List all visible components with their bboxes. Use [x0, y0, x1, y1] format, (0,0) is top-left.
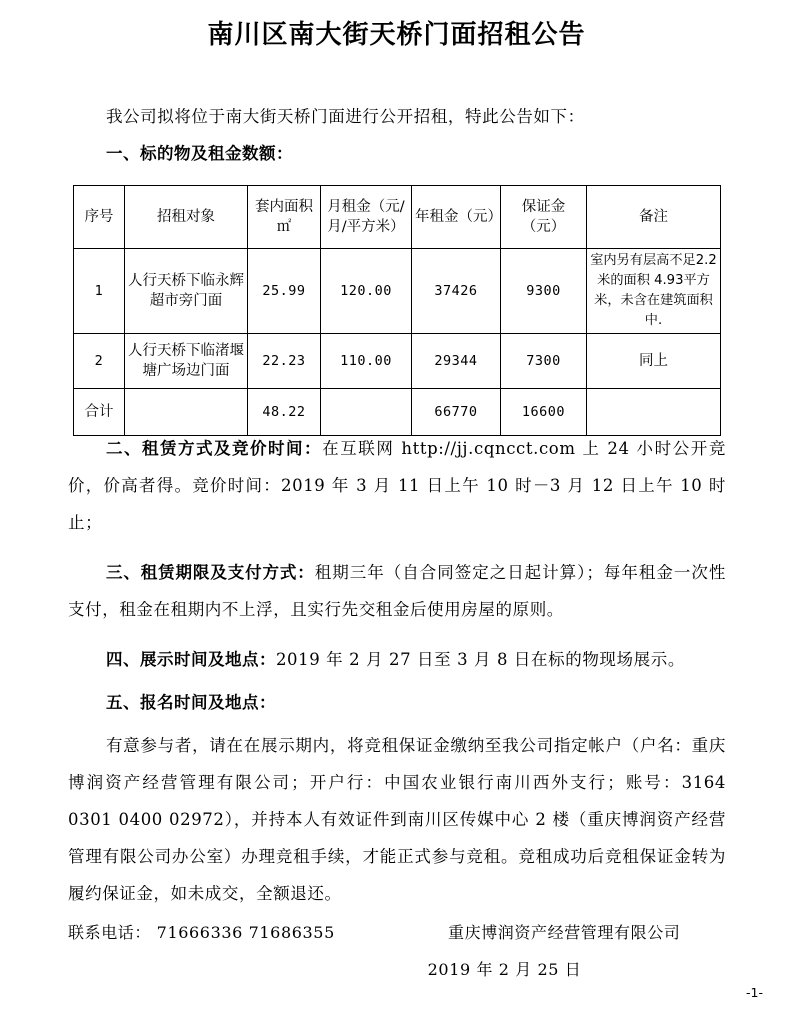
cell-deposit: 9300 [501, 249, 587, 334]
cell-total-deposit: 16600 [501, 389, 587, 436]
col-header-index: 序号 [74, 186, 125, 249]
spacer [68, 628, 726, 641]
section-1-heading [68, 135, 726, 172]
cell-monthly-rate: 110.00 [321, 334, 412, 389]
table-header-row [74, 186, 721, 249]
col-header-target: 招租对象 [125, 186, 248, 249]
page-number: -1- [746, 985, 763, 1000]
cell-total-label: 合计 [74, 389, 125, 436]
cell-index: 2 [74, 334, 125, 389]
col-header-deposit: 保证金（元） [501, 186, 587, 249]
cell-index: 1 [74, 249, 125, 334]
cell-annual-rent: 29344 [412, 334, 501, 389]
table-row [74, 334, 721, 389]
cell-total-target [125, 389, 248, 436]
cell-remark: 同上 [587, 334, 721, 389]
document-body [68, 98, 726, 172]
table-total-row [74, 389, 721, 436]
section-5-heading: 五、报名时间及地点： [105, 693, 276, 712]
cell-target: 人行天桥下临渚堰塘广场边门面 [125, 334, 248, 389]
lease-table-container [73, 185, 720, 436]
cell-total-area: 48.22 [248, 389, 321, 436]
contact-phone: 联系电话： 71666336 71686355 [68, 923, 335, 942]
col-header-area: 套内面积㎡ [248, 186, 321, 249]
lease-table [73, 185, 721, 436]
section-3 [68, 554, 726, 628]
cell-annual-rent: 37426 [412, 249, 501, 334]
cell-total-monthly-rate [321, 389, 412, 436]
intro-paragraph: 我公司拟将位于南大街天桥门面进行公开招租，特此公告如下： [105, 107, 585, 126]
page-title: 南川区南大街天桥门面招租公告 [207, 20, 586, 50]
section-4 [68, 641, 726, 678]
cell-total-remark [587, 389, 721, 436]
section-4-body: 2019 年 2 月 27 日至 3 月 8 日在标的物现场展示。 [275, 650, 685, 669]
section-2-heading: 二、租赁方式及竞价时间： [105, 439, 323, 458]
spacer [68, 541, 726, 554]
table-row [74, 249, 721, 334]
col-header-remark: 备注 [587, 186, 721, 249]
section-4-heading: 四、展示时间及地点： [105, 650, 276, 669]
section-1-heading-text: 一、标的物及租金数额： [105, 144, 293, 163]
section-2 [68, 430, 726, 541]
col-header-monthly-rate: 月租金（元/月/平方米） [321, 186, 412, 249]
cell-deposit: 7300 [501, 334, 587, 389]
section-5-heading-line [68, 684, 726, 721]
col-header-annual-rent: 年租金（元） [412, 186, 501, 249]
cell-target: 人行天桥下临永辉超市旁门面 [125, 249, 248, 334]
cell-total-annual-rent: 66770 [412, 389, 501, 436]
section-3-heading: 三、租赁期限及支付方式： [105, 563, 315, 582]
issue-date: 2019 年 2 月 25 日 [427, 960, 582, 979]
cell-area: 22.23 [248, 334, 321, 389]
document-body-lower [68, 430, 726, 912]
cell-remark: 室内另有层高不足2.2米的面积 4.93平方米，未含在建筑面积中. [587, 249, 721, 334]
cell-area: 25.99 [248, 249, 321, 334]
company-name: 重庆博润资产经营管理有限公司 [448, 923, 681, 942]
section-2-body: 在互联网 http://jj.cqncct.com 上 24 小时公开竞价，价高者得。竞价时间：2019 年 3 月 11 日上午 10 时－3 月 12 日上午 10 时止； [68, 439, 727, 532]
cell-monthly-rate: 120.00 [321, 249, 412, 334]
section-3-body: 租期三年（自合同签定之日起计算）；每年租金一次性支付，租金在租期内不上浮，且实行先交租金后使用房屋的原则。 [68, 563, 727, 619]
section-5-body: 有意参与者，请在在展示期内，将竞租保证金缴纳至我公司指定帐户（户名：重庆博润资产经营管理有限公司；开户行：中国农业银行南川西外支行；账号：3164 0301 0400 02972），并持本人有效证件到南川区传媒中心 2 楼（重庆博润资产经营管理有限公司办公室）办理竞租手续，才能正式参与竞租。竞租成功后竞租保证金转为履约保证金，如未成交，全额退还。 [68, 736, 726, 903]
